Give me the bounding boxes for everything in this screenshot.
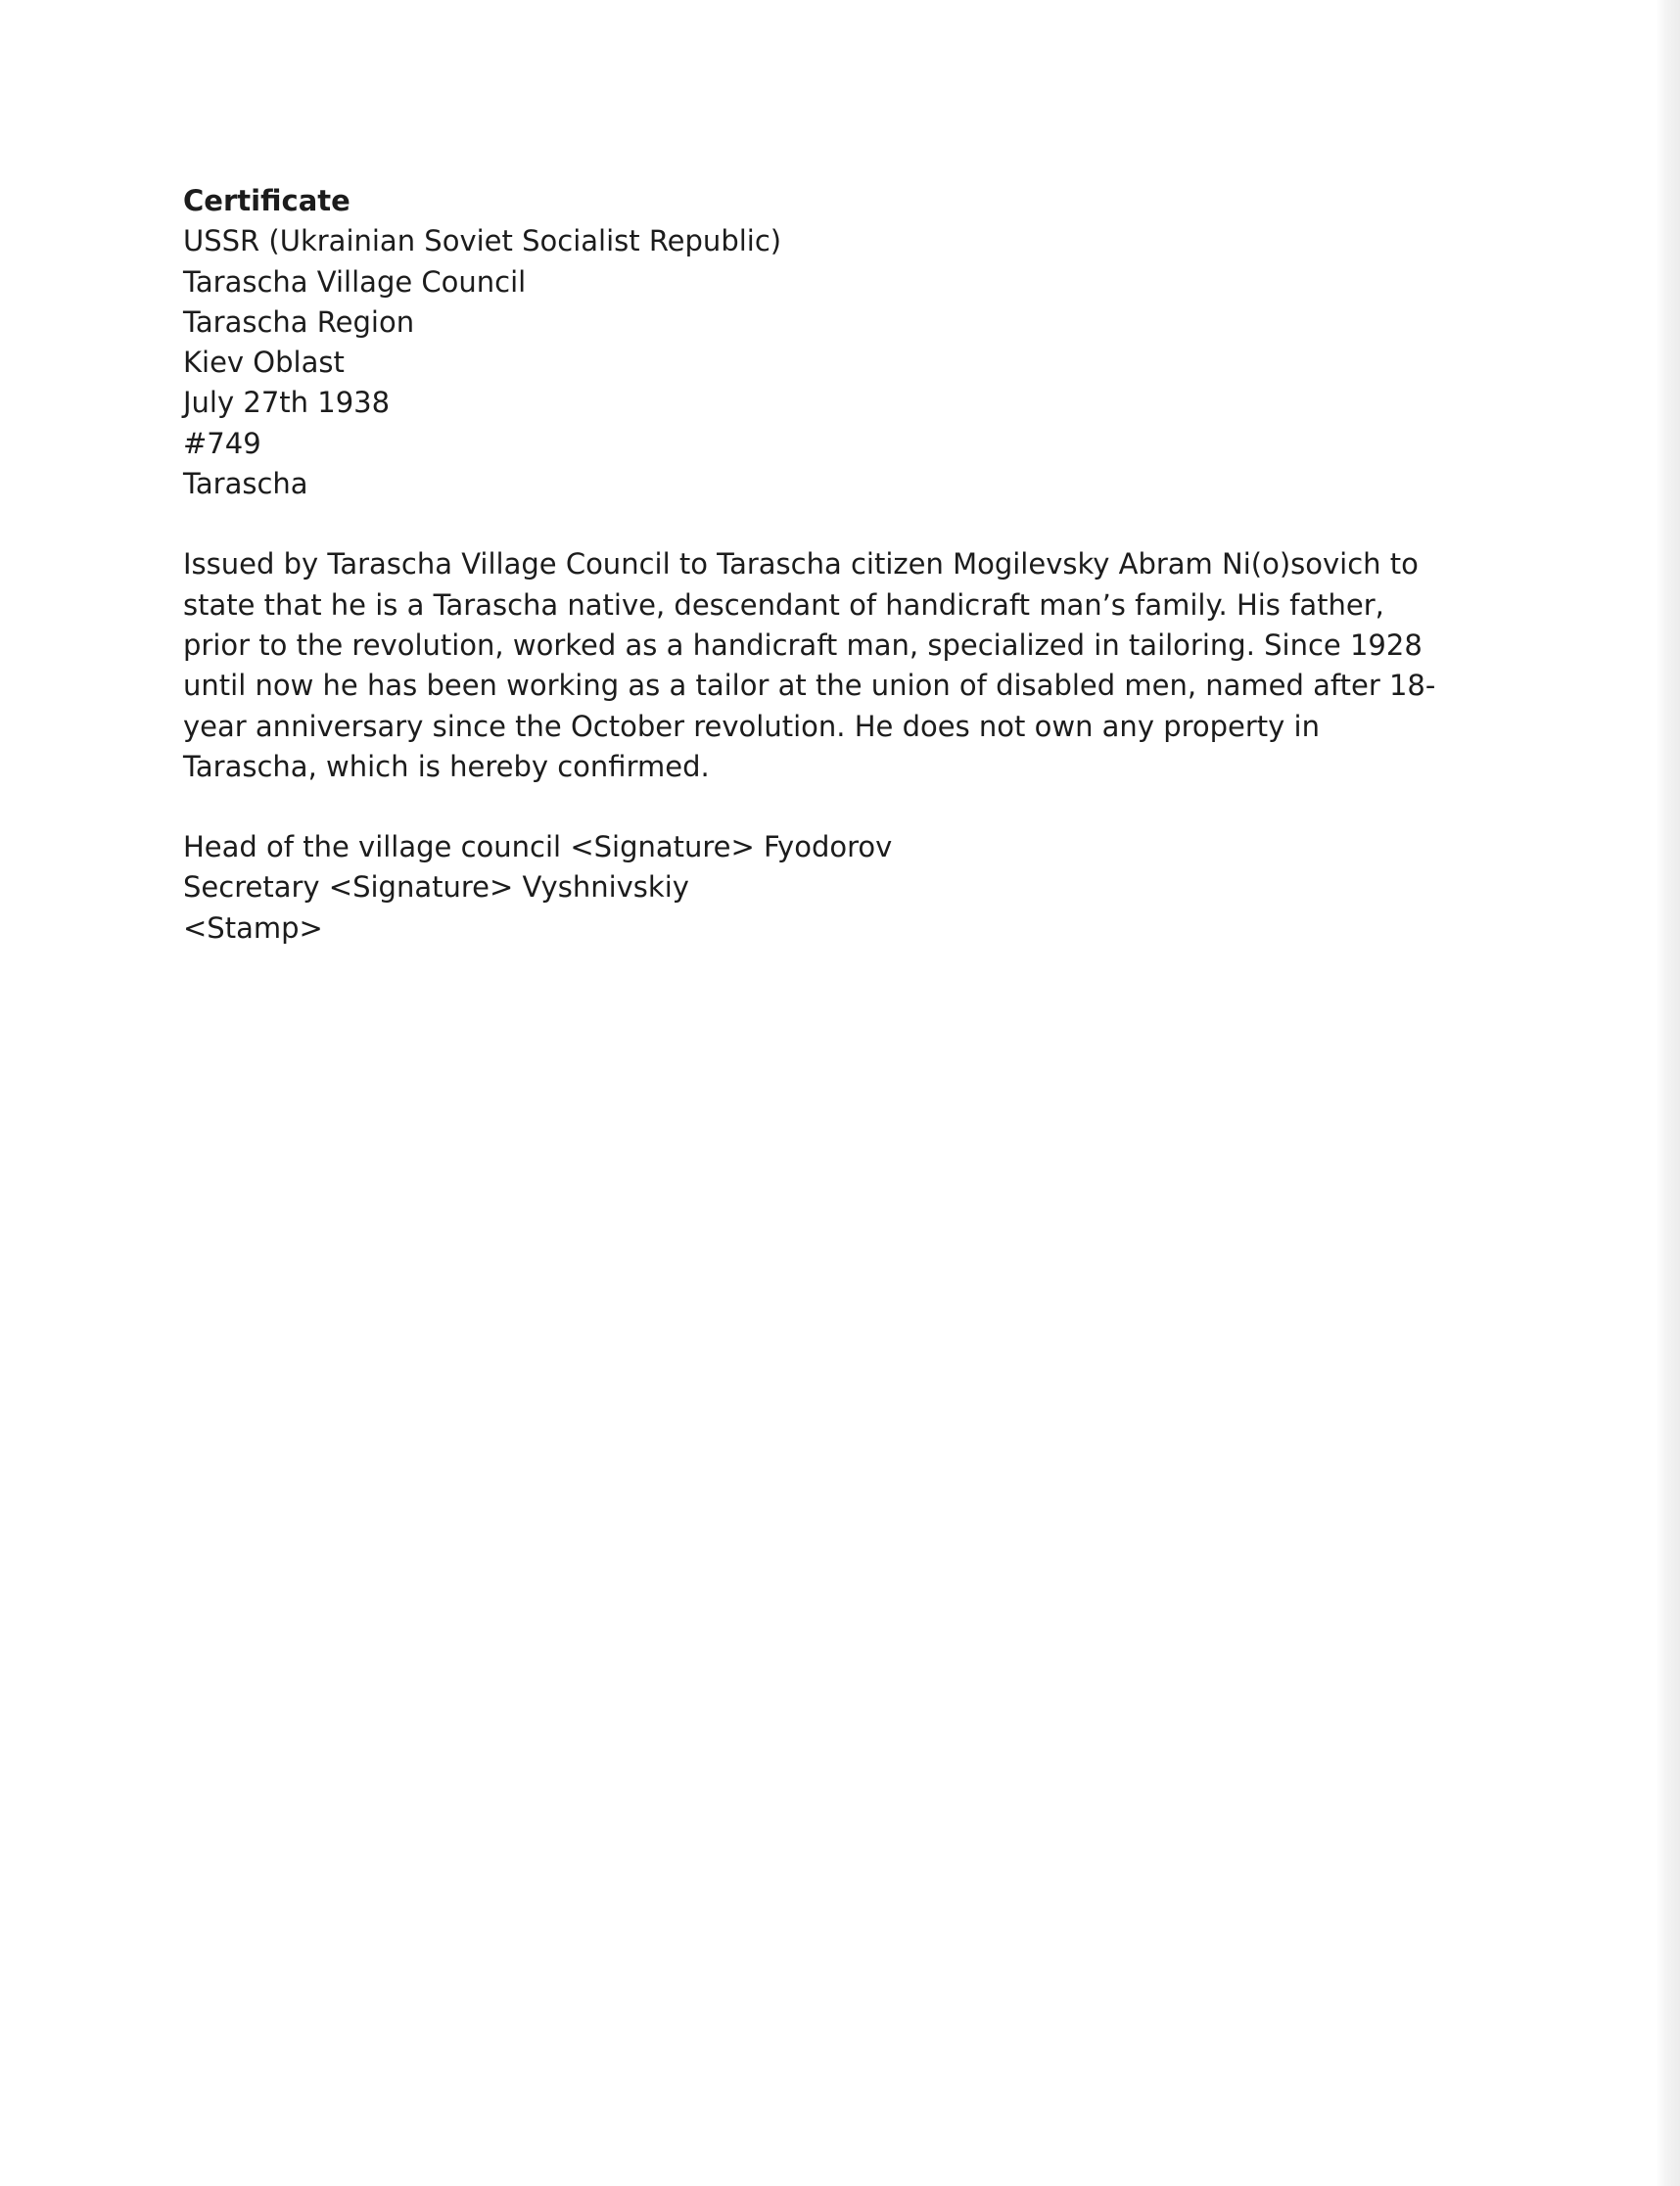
header-line-date: July 27th 1938 <box>183 386 391 420</box>
header-line-country: USSR (Ukrainian Soviet Socialist Republic) <box>183 224 782 258</box>
certificate-document <box>183 181 1495 949</box>
signature-block <box>183 827 1495 949</box>
stamp-line: <Stamp> <box>183 910 323 945</box>
header-line-council: Tarascha Village Council <box>183 264 527 299</box>
header-line-number: #749 <box>183 426 261 460</box>
scan-edge-shadow <box>1657 0 1680 2186</box>
signature-line-head: Head of the village council <Signature> Fyodorov <box>183 830 893 864</box>
header-line-oblast: Kiev Oblast <box>183 346 345 380</box>
header-block <box>183 221 1495 504</box>
header-line-place: Tarascha <box>183 467 308 501</box>
signature-line-secretary: Secretary <Signature> Vyshnivskiy <box>183 870 689 905</box>
header-line-region: Tarascha Region <box>183 304 415 339</box>
certificate-body: Issued by Tarascha Village Council to Tarascha citizen Mogilevsky Abram Ni(o)sovich to state that he is a Tarascha native, descendant of handicraft man’s family. His father, prior to the revolution, worked as a handicraft man, specialized in tailoring. Since 1928 until now he has been working as a tailor at the union of disabled men, named after 18-year anniversary since the October revolution. He does not own any property in Tarascha, which is hereby confirmed. <box>183 547 1436 783</box>
document-title: Certificate <box>183 184 350 217</box>
